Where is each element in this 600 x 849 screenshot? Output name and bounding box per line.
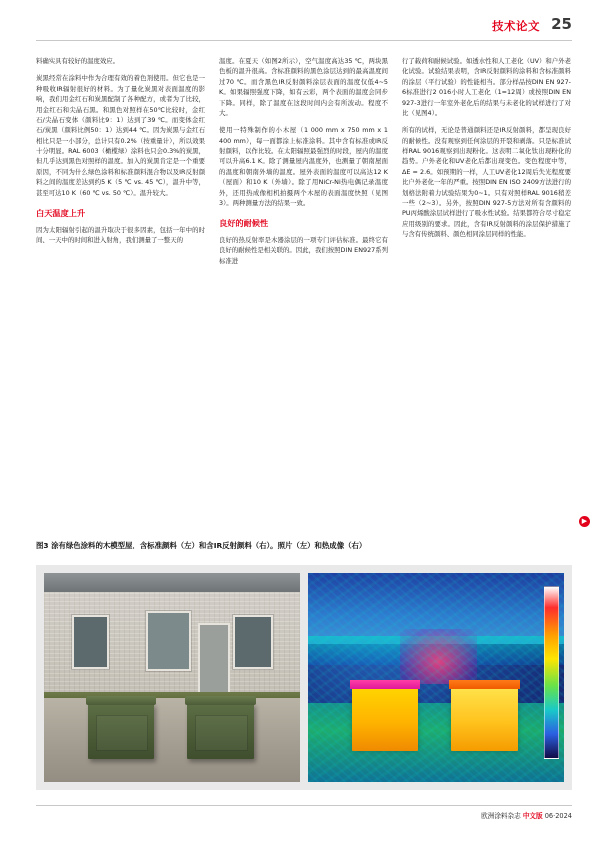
paragraph: 因为太阳辐射引起的温升取决于很多因素，包括一年中的时间、一天中的时间和进入射角，我们测量了一整天的 [36, 225, 205, 244]
photo-door [198, 623, 230, 702]
thermal-hut-ir-pigment [451, 688, 518, 751]
paragraph: 使用一特殊制作的小木屋（1 000 mm x 750 mm x 1 400 mm），每一面都涂上标准涂料。其中含有标准或IR反射颜料，以作比较。在太阳辐照最强烈的时段，屋内的温度可以升高6.1 K。除了测量屋内温度外，也测量了朝南屋面的温度和朝南外墙的温度。屋外表面的温度可以高达12 K（屋面）和10 K（外墙）。除了用NiCr-Ni热电偶记录温度外，还用热成像相机拍摄两个木屋的表面温度快照（见图3）。两种测量方法的结果一致。 [219, 126, 388, 207]
paragraph: 良好的热反射率是木器涂层的一项专门评估标准。最终它有良好的耐候性是相关联的。因此，我们按照DIN EN927系列标准进 [219, 235, 388, 265]
photo-hut-panel [195, 715, 248, 751]
continue-arrow-icon: ▶ [579, 516, 590, 527]
photo-window [233, 615, 273, 669]
photo-window [146, 611, 191, 671]
footer-journal-name: 欧洲涂料杂志 [481, 812, 521, 820]
paragraph: 温度。在夏天（如图2所示），空气温度高达35 ℃，两块黑色板的温升很高。含标准颜料的黑色涂层达到的最高温度间过70 ℃。而含黑色IR反射颜料涂层表面的温度仅低4~5 K。如果辐照强度下降，如有云彩，两个表面的温度会同步下降。同样，除了温度在这段时间内会有所波动。程度不大。 [219, 57, 388, 117]
photo-ground [44, 698, 300, 782]
photo-window [72, 615, 109, 669]
photo-hut-standard-pigment [88, 703, 155, 759]
paragraph: 所有的试样，无论是普通颜料还是IR反射颜料，都呈现良好的耐候性。没有观察到任何涂层的开裂和剥落。只是标准试样RAL 9016观察到出现粉化。这表明二氧化钛出现粉化的趋势。户外老化和UV老化后都出现变色。变色程度中等，ΔE = 2.6。如预期的一样，人工UV老化12周后失光程度要比户外老化一年的严重。按照DIN EN ISO 2409方法进行的划格法附着力试验结果为0~1。只有对照样RAL 9016稍差一些（2~3）。另外，按照DIN 927-5方法对所有含颜料的PU丙烯酸涂层试样进行了吸水性试验。结果都符合尽寸稳定应用级别的要求。因此，含有IR反射颜料的涂层保护措施了与含有传统颜料、颜色相同涂层同样的性能。 [402, 126, 571, 238]
page-number: 25 [551, 15, 572, 33]
photo-model-huts [44, 573, 300, 782]
header-divider [36, 40, 572, 41]
paragraph: 料确实具有较好的温度效应。 [36, 57, 120, 65]
footer-imprint [481, 810, 572, 820]
column-1 [36, 56, 205, 273]
subheading-daytime-temperature-rise: 白天温度上升 [36, 207, 86, 218]
footer-issue: 06·2024 [544, 812, 572, 820]
paragraph: 炭黑经常在涂料中作为合理有效的着色剂使用。但它也是一种吸收IR辐射很好的材料。为了量化炭黑对表面温度的影响，我们用金红石和炭黑配制了各种配方，或者为了比较，用金红石和尖晶石黑。和黑色对照样在50℃比较时，金红石/尖晶石变体（颜料比9：1）达到了39 ℃。而变体金红石/炭黑（颜料比例50：1）达到44 ℃。因为炭黑与金红石相比只是一小部分，总计只有0.2%（按重量计），所以效果十分明显。RAL 6003（橄榄绿）涂料也只会0.3%的炭黑，但几乎达到黑色对照样的温度。加入的炭黑肯定是一个重要原因，不同为什么绿色涂料和标准颜料混合物以及IR反射颜料之间的温度差达到约5 K（5 ℃ vs. 45 ℃），温升中等，甚至可达10 K（60 ℃ vs. 50 ℃）。温升较大。 [36, 74, 205, 197]
thermal-hut-roof [449, 680, 520, 689]
thermal-image-model-huts [308, 573, 564, 782]
photo-hut-roof [185, 696, 256, 705]
column-3 [402, 56, 571, 273]
thermal-noise-overlay [308, 573, 564, 782]
paragraph: 行了载荷和耐候试验。如透水性和人工老化（UV）和户外老化试验。试验结果表明，含IR反射颜料的涂料和含标准颜料的涂层（平行试验）的性能相当。部分样品按DIN EN 927-6标准进行2 016小时人工老化（1=12周）或按照DIN EN 927-3进行一年室外老化后的结果与未老化的试样进行了对比（见图4）。 [402, 57, 571, 117]
page-header [0, 15, 600, 44]
thermal-color-scale [544, 586, 559, 759]
photo-roof [44, 573, 300, 592]
thermal-hut-standard-pigment [352, 688, 419, 751]
figure-caption: 图3 涂有绿色涂料的木模型屋．含标准颜料（左）和含IR反射颜料（右）。照片（左）和热成像（右） [36, 541, 367, 550]
thermal-hut-roof [350, 680, 421, 689]
column-2 [219, 56, 388, 273]
photo-hut-roof [86, 696, 157, 705]
photo-hut-ir-pigment [187, 703, 254, 759]
subheading-good-weather-resistance: 良好的耐候性 [219, 218, 269, 229]
footer-divider [36, 805, 572, 806]
photo-hut-panel [96, 715, 149, 751]
footer-edition: 中文版 [522, 812, 543, 820]
figure-images [36, 565, 572, 790]
article-columns [36, 56, 572, 273]
header-section-title: 技术论文 [492, 19, 540, 33]
page-footer [36, 805, 572, 825]
